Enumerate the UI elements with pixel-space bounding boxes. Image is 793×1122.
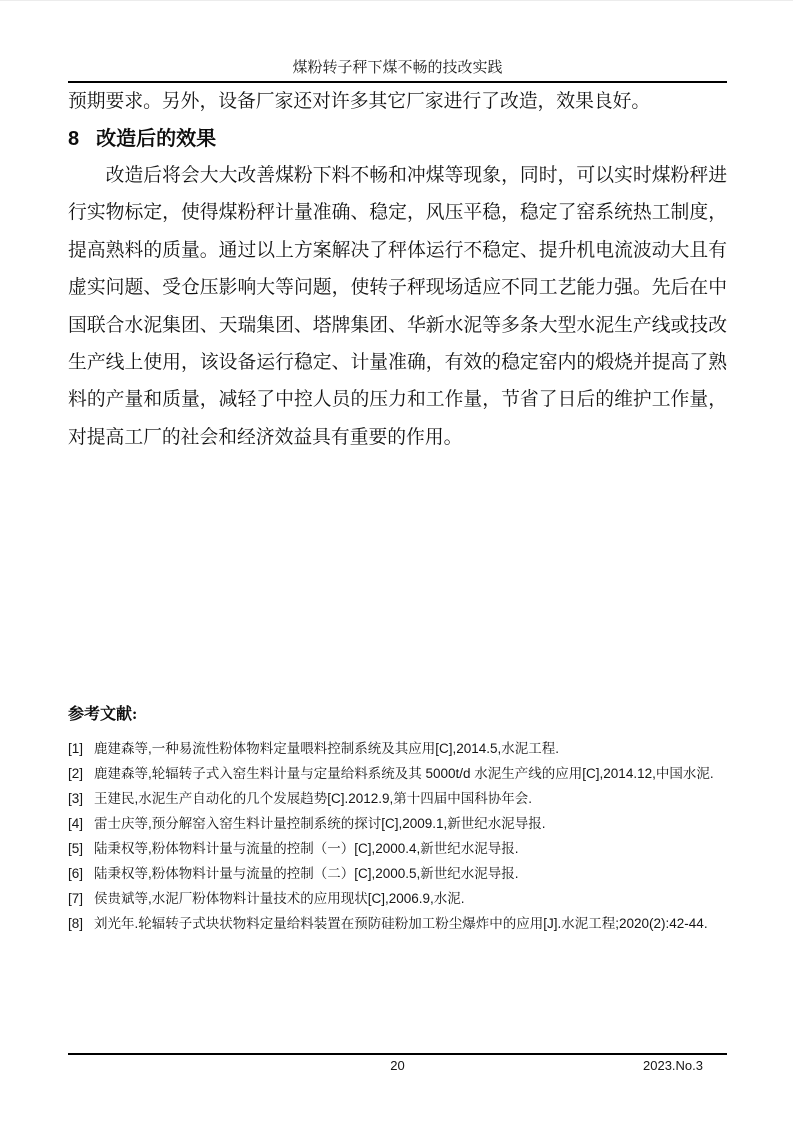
- section-number: 8: [68, 128, 80, 150]
- reference-text: 鹿建森等,轮辐转子式入窑生料计量与定量给料系统及其 5000t/d 水泥生产线的应用[C],2014.12,中国水泥.: [94, 766, 714, 782]
- reference-text: 鹿建森等,一种易流性粉体物料定量喂料控制系统及其应用[C],2014.5,水泥工程.: [94, 741, 560, 757]
- reference-item: [68, 911, 760, 936]
- reference-marker: [7]: [68, 891, 84, 907]
- reference-item: [68, 811, 760, 836]
- references-section: [68, 704, 760, 936]
- reference-marker: [3]: [68, 791, 84, 807]
- reference-item: [68, 836, 760, 861]
- body-paragraph: 改造后将会大大改善煤粉下料不畅和冲煤等现象，同时，可以实时煤粉秤进行实物标定，使得煤粉秤计量准确、稳定，风压平稳，稳定了窑系统热工制度，提高熟料的质量。通过以上方案解决了秤体运行不稳定、提升机电流波动大且有虚实问题、受仓压影响大等问题，使转子秤现场适应不同工艺能力强。先后在中国联合水泥集团、天瑞集团、塔牌集团、华新水泥等多条大型水泥生产线或技改生产线上使用，该设备运行稳定、计量准确，有效的稳定窑内的煅烧并提高了熟料的产量和质量，减轻了中控人员的压力和工作量，节省了日后的维护工作量，对提高工厂的社会和经济效益具有重要的作用。: [68, 165, 727, 448]
- reference-text: 雷士庆等,预分解窑入窑生料计量控制系统的探讨[C],2009.1,新世纪水泥导报.: [94, 816, 546, 832]
- reference-text: 刘光年.轮辐转子式块状物料定量给料装置在预防硅粉加工粉尘爆炸中的应用[J].水泥工程;2020(2):42-44.: [94, 916, 708, 932]
- section-title: 改造后的效果: [96, 128, 217, 150]
- carryover-line: 预期要求。另外，设备厂家还对许多其它厂家进行了改造，效果良好。: [68, 91, 651, 112]
- page-number: 20: [390, 1058, 405, 1073]
- reference-item: [68, 761, 760, 786]
- reference-marker: [5]: [68, 841, 84, 857]
- reference-text: 陆秉权等,粉体物料计量与流量的控制（二）[C],2000.5,新世纪水泥导报.: [94, 866, 519, 882]
- references-heading: 参考文献:: [68, 706, 138, 724]
- running-title: 煤粉转子秤下煤不畅的技改实践: [292, 60, 503, 76]
- reference-text: 王建民,水泥生产自动化的几个发展趋势[C].2012.9,第十四届中国科协年会.: [94, 791, 533, 807]
- reference-marker: [8]: [68, 916, 84, 932]
- reference-item: [68, 886, 760, 911]
- page-content: [0, 1, 793, 936]
- header-rule: [68, 81, 727, 83]
- references-list: [68, 736, 760, 936]
- running-header: [68, 1, 727, 78]
- issue-label: 2023.No.3: [643, 1058, 703, 1073]
- reference-text: 陆秉权等,粉体物料计量与流量的控制（一）[C],2000.4,新世纪水泥导报.: [94, 841, 519, 857]
- reference-marker: [1]: [68, 741, 84, 757]
- section-heading: [68, 124, 727, 154]
- reference-marker: [2]: [68, 766, 84, 782]
- page-footer: [68, 1053, 727, 1073]
- footer-rule: [68, 1053, 727, 1055]
- reference-marker: [4]: [68, 816, 84, 832]
- reference-item: [68, 786, 760, 811]
- reference-text: 侯贵斌等,水泥厂粉体物料计量技术的应用现状[C],2006.9,水泥.: [94, 891, 465, 907]
- reference-item: [68, 861, 760, 886]
- reference-marker: [6]: [68, 866, 84, 882]
- reference-item: [68, 736, 760, 761]
